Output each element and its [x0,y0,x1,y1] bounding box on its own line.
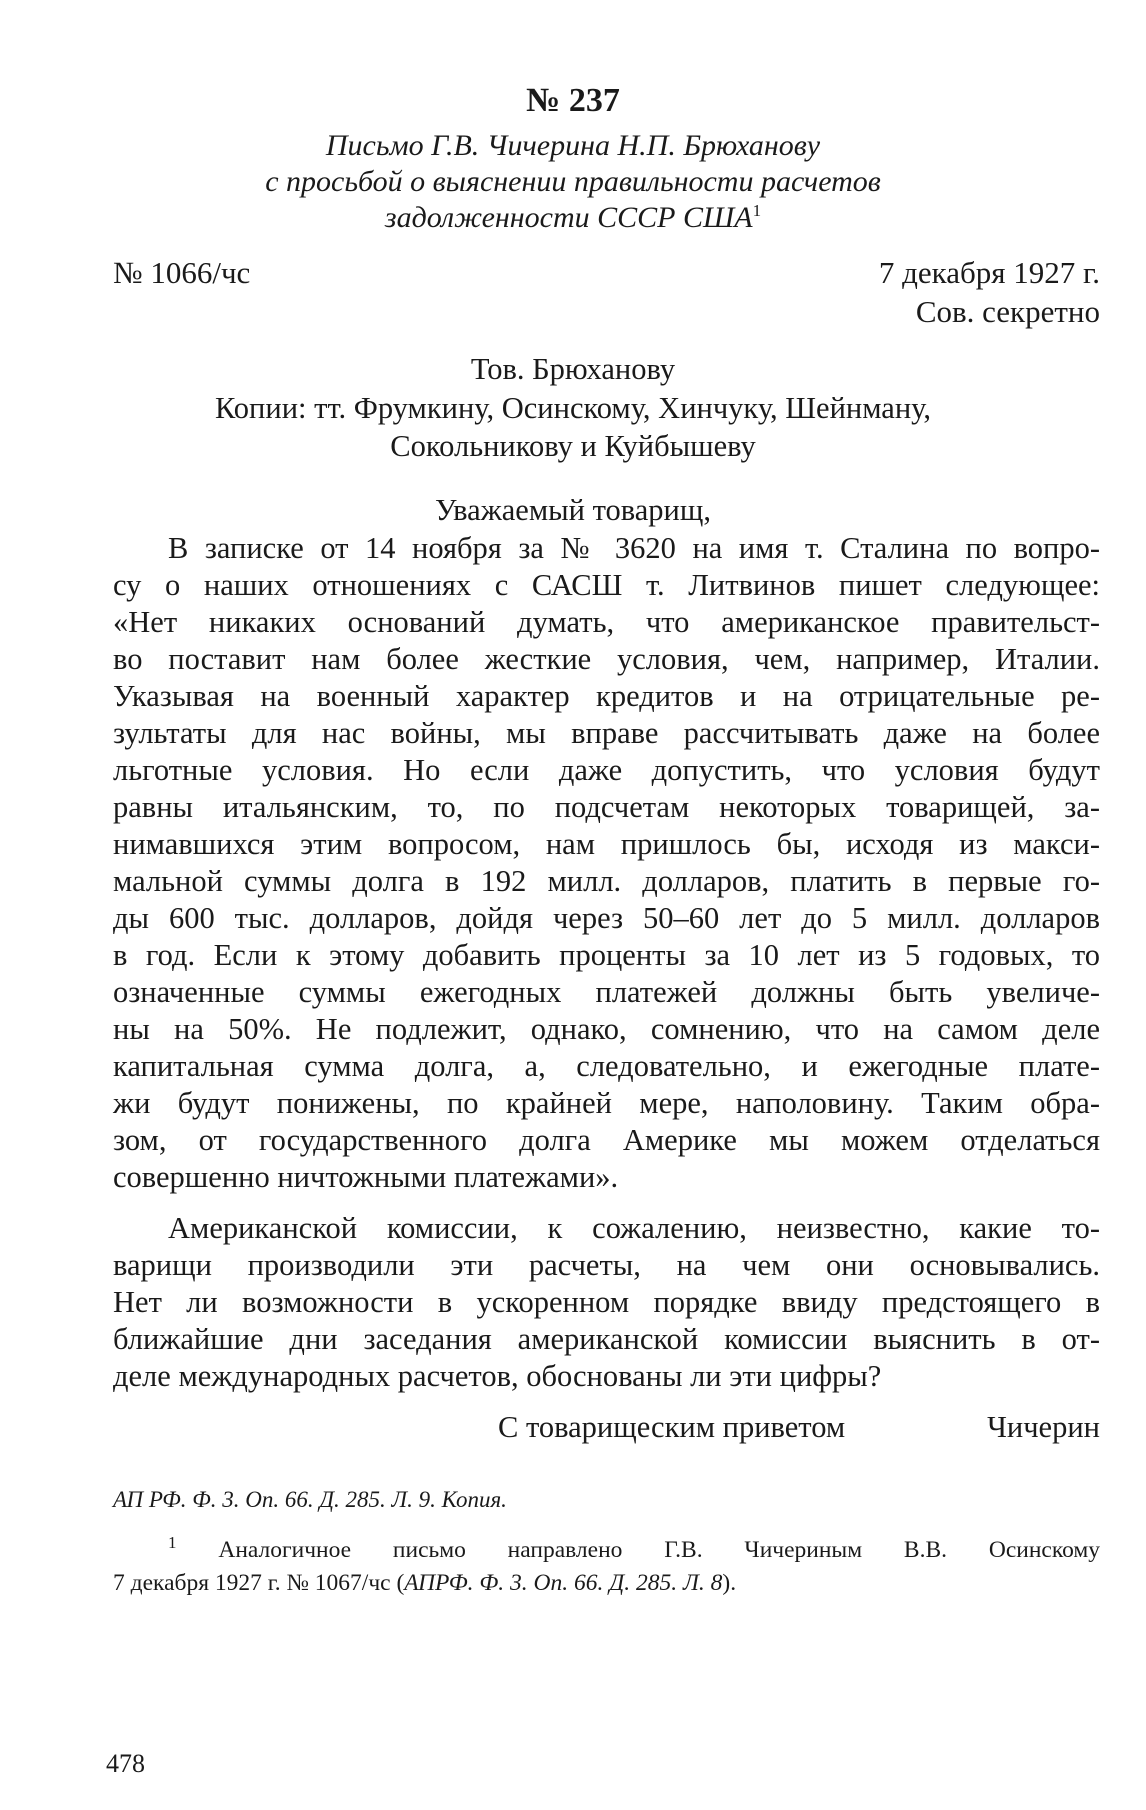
footnote-line-2-plain: 7 декабря 1927 г. № 1067/чс ( [113,1570,405,1596]
registration-number: № 1066/чс [113,255,251,290]
body-line: зультаты для нас войны, мы вправе рассчитывать даже на более [113,716,1100,750]
footnote-line-1 [113,1534,1100,1567]
body-line: мальной суммы долга в 192 милл. долларов, платить в первые го- [113,864,1100,898]
body-line: жи будут понижены, по крайней мере, наполовину. Таким обра- [113,1086,1100,1120]
classification-mark: Сов. секретно [915,294,1100,329]
title-footnote-mark: 1 [752,201,762,220]
footnote-line-1-text: Аналогичное письмо направлено Г.В. Чичериным В.В. Осинскому [218,1537,1100,1563]
salutation: Уважаемый товарищ, [435,493,711,527]
body-line: су о наших отношениях с САСШ т. Литвинов пишет следующее: [113,568,1100,602]
body-line: Нет ли возможности в ускоренном порядке ввиду предстоящего в [113,1285,1100,1319]
body-line: деле международных расчетов, обоснованы ли эти цифры? [113,1359,882,1393]
body-line: ближайшие дни заседания американской комиссии выяснить в от- [113,1322,1100,1356]
copies-line-1: Копии: тт. Фрумкину, Осинскому, Хинчуку, Шейнману, [214,391,931,425]
document-date: 7 декабря 1927 г. [878,255,1100,290]
footnote-line-2 [113,1567,1100,1600]
body-line: во поставит нам более жесткие условия, чем, например, Италии. [113,642,1100,676]
footnote-mark: 1 [168,1533,177,1553]
document-number: № 237 [526,82,620,119]
body-line: «Нет никаких оснований думать, что американское правительст- [113,605,1100,639]
body-line: в год. Если к этому добавить проценты за 10 лет из 5 годовых, то [113,938,1100,972]
body-line: равны итальянским, то, по подсчетам некоторых товарищей, за- [113,790,1100,824]
title-line-2: с просьбой о выяснении правильности расчетов [265,165,881,198]
archive-source: АП РФ. Ф. 3. Оп. 66. Д. 285. Л. 9. Копия. [113,1487,507,1512]
body-line: Указывая на военный характер кредитов и на отрицательные ре- [113,679,1100,713]
body-line: нимавшихся этим вопросом, нам пришлось бы, исходя из макси- [113,827,1100,861]
signature: Чичерин [987,1410,1100,1444]
body-line: льготные условия. Но если даже допустить, что условия будут [113,753,1100,787]
footnote-line-2-end: ). [722,1570,737,1596]
body-line: зом, от государственного долга Америке мы можем отделаться [113,1123,1100,1157]
body-line: совершенно ничтожными платежами». [113,1160,619,1194]
title-line-1: Письмо Г.В. Чичерина Н.П. Брюханову [325,129,821,162]
body-line: капитальная сумма долга, а, следовательно, и ежегодные плате- [113,1049,1100,1083]
body-line: ны на 50%. Не подлежит, однако, сомнению, что на самом деле [113,1012,1100,1046]
body-line: означенные суммы ежегодных платежей должны быть увеличе- [113,975,1100,1009]
body-line: Американской комиссии, к сожалению, неизвестно, какие то- [168,1211,1100,1245]
footnote-line-2-reference: АПРФ. Ф. 3. Оп. 66. Д. 285. Л. 8 [404,1570,723,1596]
body-line: В записке от 14 ноября за № 3620 на имя т. Сталина по вопро- [168,531,1100,565]
addressee: Тов. Брюханову [470,352,676,386]
body-line: ды 600 тыс. долларов, дойдя через 50–60 лет до 5 милл. долларов [113,901,1100,935]
page-number: 478 [106,1749,145,1778]
copies-line-2: Сокольникову и Куйбышеву [390,429,756,463]
title-line-3-text: задолженности СССР США [384,201,753,234]
body-line: варищи производили эти расчеты, на чем они основывались. [113,1248,1100,1282]
closing-phrase: С товарищеским приветом [498,1410,846,1444]
title-line-3 [0,200,1146,236]
